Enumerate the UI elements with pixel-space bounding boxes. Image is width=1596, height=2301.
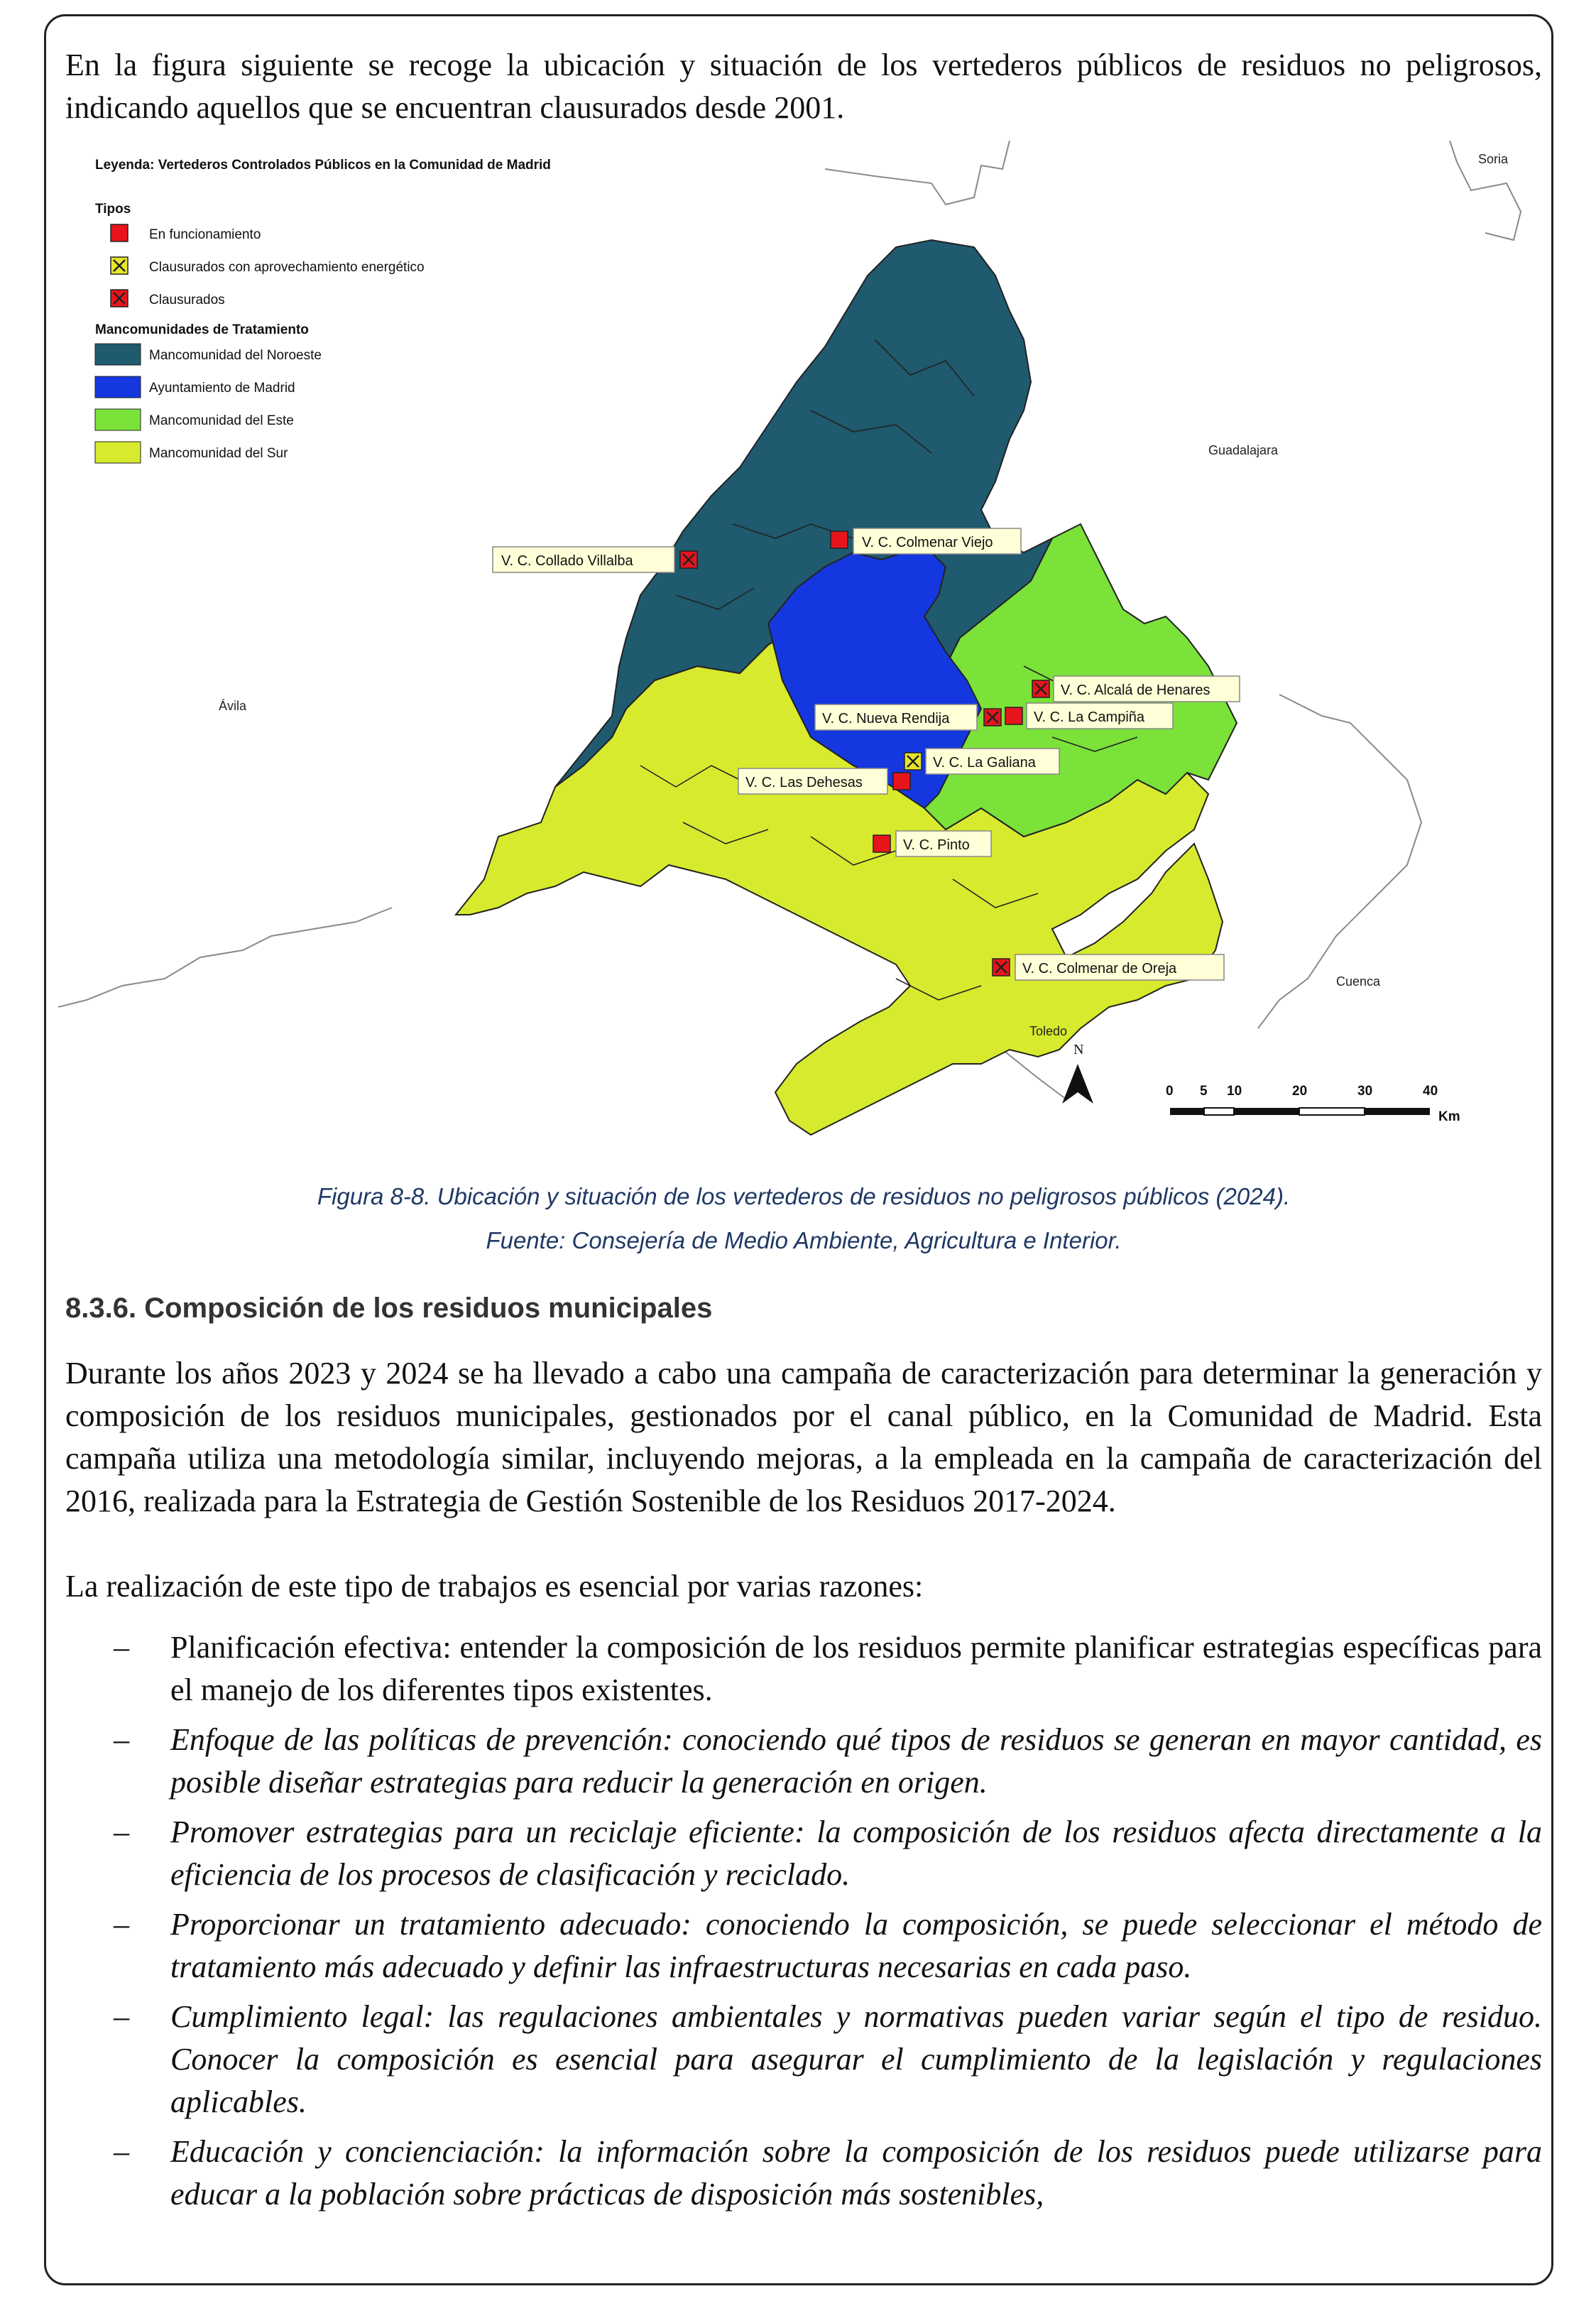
legend-label-closed-energy: Clausurados con aprovechamiento energético	[149, 260, 425, 275]
place-avila: Ávila	[219, 699, 247, 713]
landfill-map	[58, 126, 1549, 1177]
scale-unit: Km	[1438, 1109, 1460, 1124]
landfill-alcala-de-henares	[1032, 676, 1240, 702]
legend-types-heading: Tipos	[95, 202, 131, 217]
list-item	[65, 1719, 1542, 1804]
list-item-text: Enfoque de las políticas de prevención: conociendo qué tipos de residuos se generan en mayor cantidad, es posible diseñar estrategias para reducir la generación en origen.	[170, 1722, 1542, 1800]
svg-text:V. C. Colmenar de Oreja: V. C. Colmenar de Oreja	[1022, 961, 1177, 977]
legend-label-noroeste: Mancomunidad del Noroeste	[149, 348, 322, 363]
landfill-nueva-rendija	[815, 705, 1001, 730]
svg-text:V. C. Pinto: V. C. Pinto	[903, 837, 970, 853]
svg-text:N: N	[1073, 1042, 1084, 1057]
svg-text:V. C. Collado Villalba: V. C. Collado Villalba	[501, 553, 633, 569]
landfill-las-dehesas	[738, 768, 910, 794]
legend	[95, 158, 551, 463]
svg-text:V. C. Las Dehesas: V. C. Las Dehesas	[745, 775, 863, 790]
list-item-text: Proporcionar un tratamiento adecuado: conociendo la composición, se puede seleccionar el método de tratamiento más adecuado y definir las infraestructuras necesarias en cada paso.	[170, 1907, 1542, 1984]
svg-text:V. C. La Campiña: V. C. La Campiña	[1034, 709, 1145, 725]
place-toledo: Toledo	[1029, 1024, 1068, 1038]
legend-label-este: Mancomunidad del Este	[149, 413, 294, 428]
legend-label-closed: Clausurados	[149, 293, 225, 308]
legend-swatch-madrid	[95, 376, 141, 398]
legend-swatch-noroeste	[95, 344, 141, 365]
scale-tick-30: 30	[1357, 1084, 1373, 1099]
landfill-colmenar-viejo	[831, 528, 1021, 554]
list-item	[65, 1996, 1542, 2123]
scale-bar	[1166, 1084, 1460, 1124]
list-item	[65, 2131, 1542, 2216]
figure-caption: Figura 8-8. Ubicación y situación de los vertederos de residuos no peligrosos públicos (2024).	[317, 1183, 1291, 1209]
svg-text:V. C. La Galiana: V. C. La Galiana	[933, 755, 1036, 771]
bullet-dash: –	[114, 1722, 129, 1757]
list-item-text: Cumplimiento legal: las regulaciones ambientales y normativas pueden variar según el tipo de residuo. Conocer la composición es esencial para asegurar el cumplimiento de la legislación y regulaciones aplicables.	[170, 1999, 1542, 2119]
place-soria: Soria	[1478, 152, 1509, 166]
bullet-dash: –	[114, 1815, 129, 1849]
section-heading: 8.3.6. Composición de los residuos municipales	[65, 1293, 713, 1324]
scale-tick-10: 10	[1227, 1084, 1242, 1099]
north-arrow-icon	[1062, 1042, 1093, 1104]
place-cuenca: Cuenca	[1336, 974, 1381, 989]
scale-tick-40: 40	[1423, 1084, 1438, 1099]
svg-text:V. C. Alcalá de Henares: V. C. Alcalá de Henares	[1061, 682, 1210, 698]
bullet-dash: –	[114, 1907, 129, 1942]
map-svg	[58, 126, 1549, 1177]
bullet-dash: –	[114, 1630, 129, 1665]
list-item-text: Promover estrategias para un reciclaje eficiente: la composición de los residuos afecta directamente a la eficiencia de los procesos de clasificación y reciclado.	[170, 1815, 1542, 1892]
list-item	[65, 1626, 1542, 1712]
figure-source: Fuente: Consejería de Medio Ambiente, Agricultura e Interior.	[486, 1227, 1122, 1253]
body-paragraph-1: Durante los años 2023 y 2024 se ha llevado a cabo una campaña de caracterización para determinar la generación y composición de los residuos municipales, gestionados por el canal público, en la Comunidad de Madrid. Esta campaña utiliza una metodología similar, incluyendo mejoras, a la empleada en la campaña de caracterización del 2016, realizada para la Estrategia de Gestión Sostenible de los Residuos 2017-2024.	[65, 1356, 1542, 1518]
legend-swatch-este	[95, 409, 141, 430]
place-guadalajara: Guadalajara	[1208, 443, 1279, 457]
reasons-list	[65, 1626, 1542, 2223]
svg-text:V. C. Nueva Rendija: V. C. Nueva Rendija	[822, 711, 950, 727]
list-item-text: Planificación efectiva: entender la composición de los residuos permite planificar estrategias específicas para el manejo de los diferentes tipos existentes.	[170, 1630, 1542, 1707]
legend-label-sur: Mancomunidad del Sur	[149, 446, 288, 461]
province-border-west	[58, 908, 392, 1007]
legend-swatch-sur	[95, 442, 141, 463]
svg-text:V. C. Colmenar Viejo: V. C. Colmenar Viejo	[862, 535, 993, 550]
legend-title: Leyenda: Vertederos Controlados Públicos en la Comunidad de Madrid	[95, 158, 551, 173]
list-item	[65, 1903, 1542, 1989]
bullet-dash: –	[114, 2134, 129, 2169]
scale-tick-5: 5	[1200, 1084, 1208, 1099]
province-border-north	[825, 141, 1010, 205]
scale-tick-20: 20	[1292, 1084, 1308, 1099]
landfill-la-campina	[1005, 703, 1173, 729]
body-paragraph-2: La realización de este tipo de trabajos es esencial por varias razones:	[65, 1569, 924, 1604]
landfill-colmenar-de-oreja	[993, 954, 1224, 980]
legend-swatch-active	[111, 224, 128, 241]
legend-label-madrid: Ayuntamiento de Madrid	[149, 381, 295, 396]
list-item-text: Educación y concienciación: la información sobre la composición de los residuos puede utilizarse para educar a la población sobre prácticas de disposición más sostenibles,	[170, 2134, 1542, 2212]
bullet-dash: –	[114, 1999, 129, 2034]
landfill-la-galiana	[904, 749, 1059, 774]
list-item	[65, 1811, 1542, 1896]
legend-mancomunidades-heading: Mancomunidades de Tratamiento	[95, 322, 309, 337]
scale-tick-0: 0	[1166, 1084, 1174, 1099]
legend-label-active: En funcionamiento	[149, 227, 261, 242]
intro-paragraph: En la figura siguiente se recoge la ubicación y situación de los vertederos públicos de residuos no peligrosos, indicando aquellos que se encuentran clausurados desde 2001.	[65, 48, 1542, 125]
landfill-collado-villalba	[493, 547, 697, 572]
